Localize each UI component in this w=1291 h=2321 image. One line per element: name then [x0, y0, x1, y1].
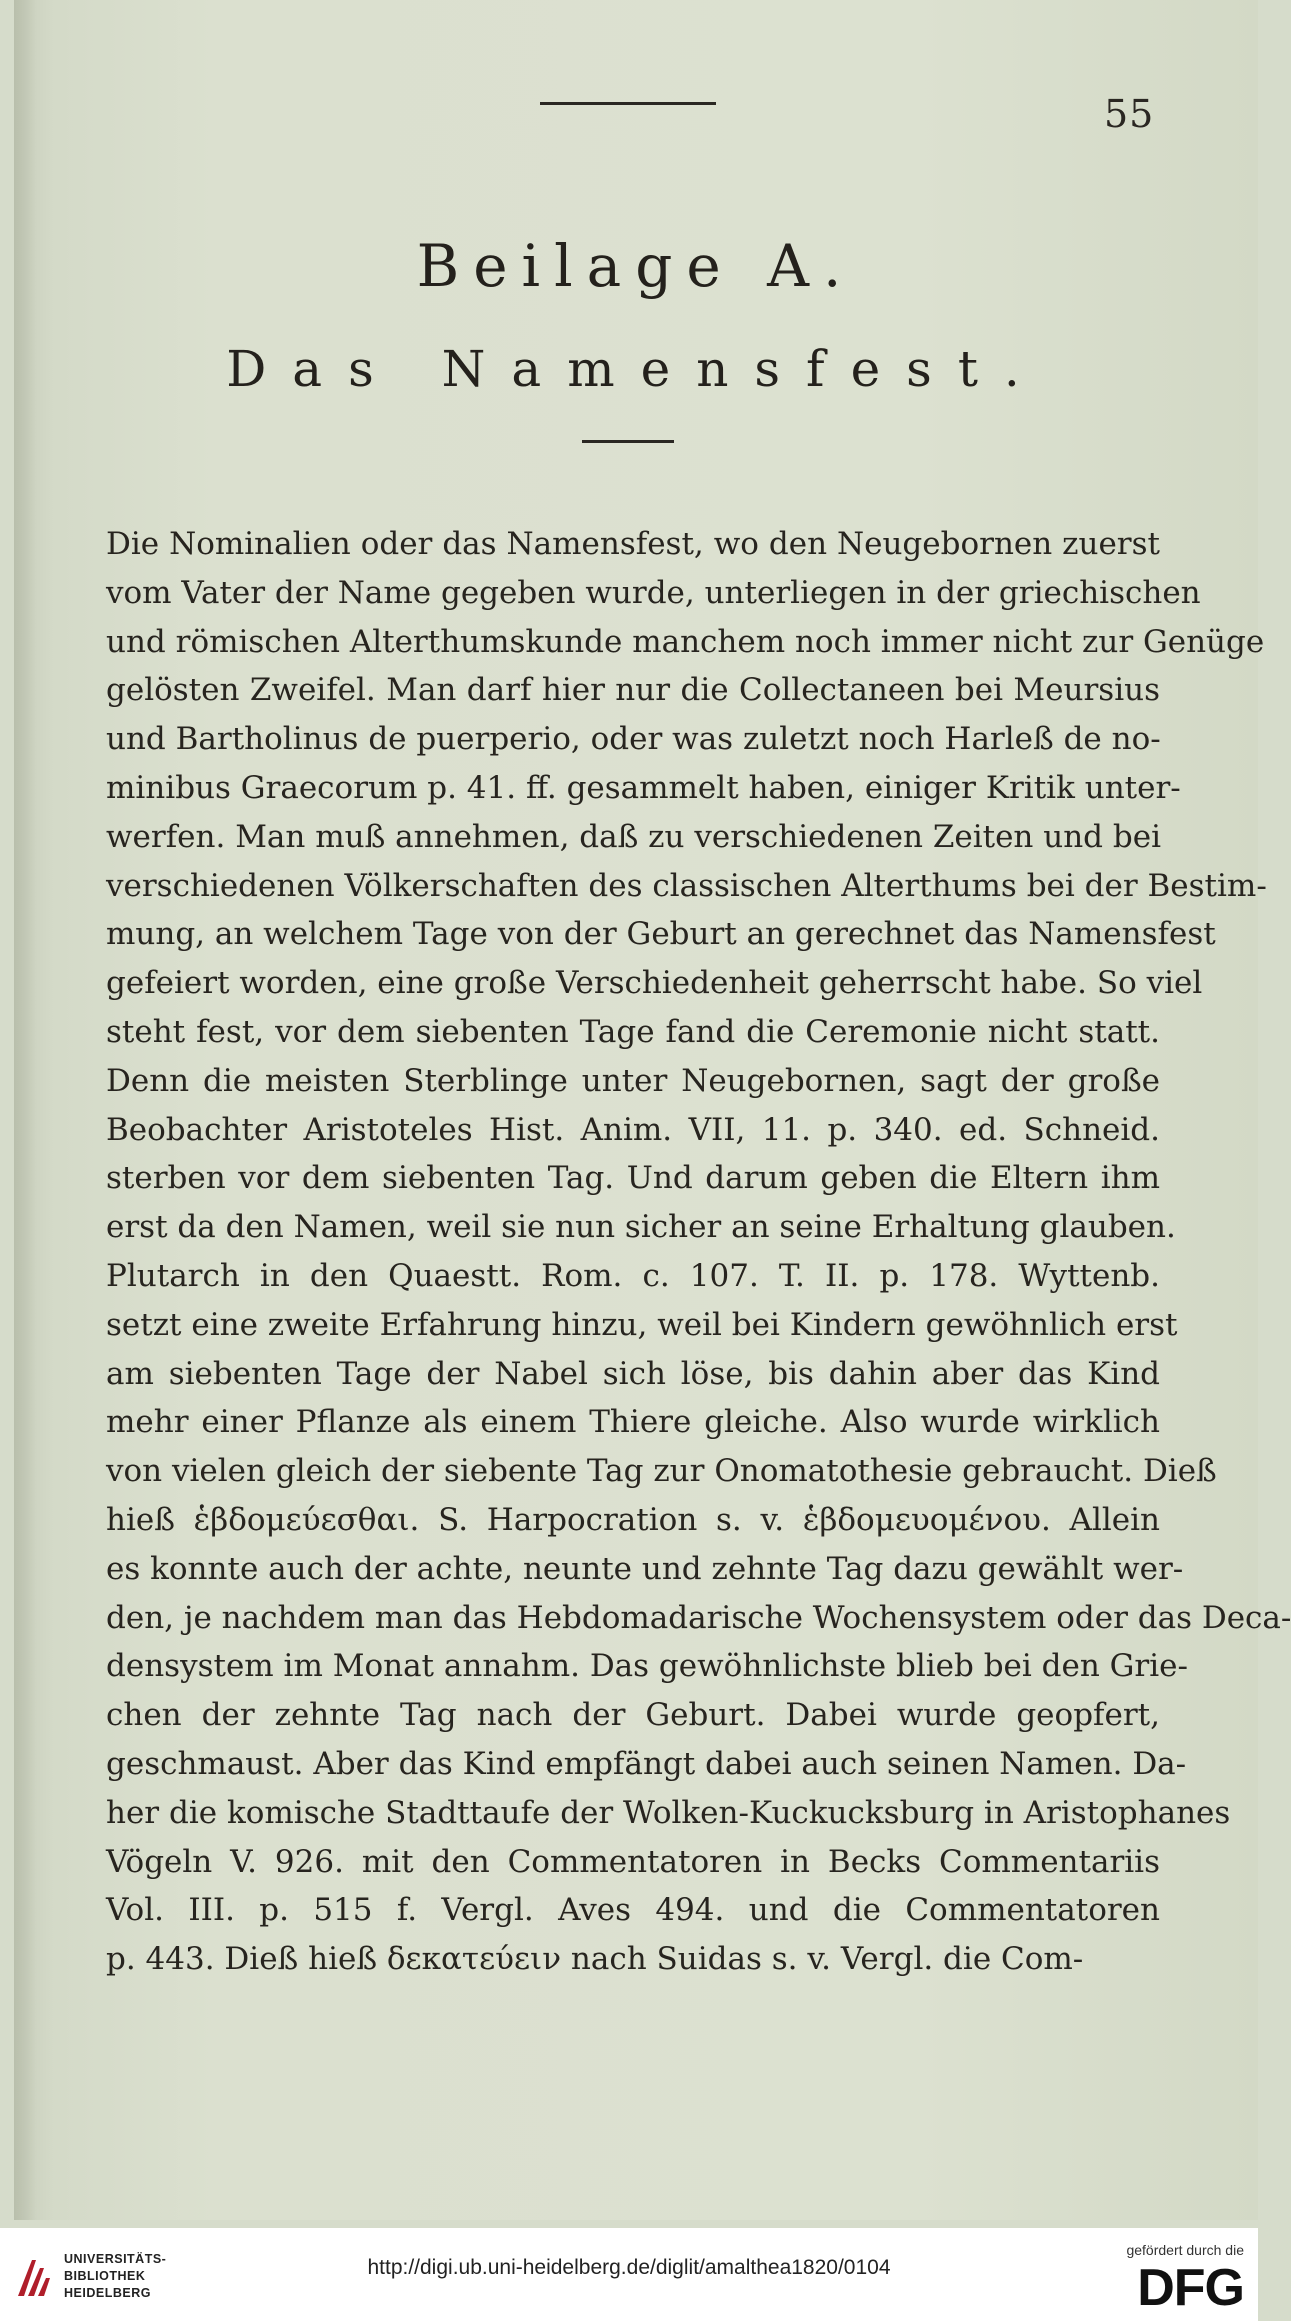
text-line: gelösten Zweifel. Man darf hier nur die Collectaneen bei Meursius [106, 672, 1160, 709]
section-subtitle: Das Namensfest. [226, 340, 1046, 398]
section-title: Beilage A. [416, 232, 856, 300]
text-line: densystem im Monat annahm. Das gewöhnlichste blieb bei den Grie- [106, 1648, 1188, 1685]
text-line: verschiedenen Völkerschaften des classischen Alterthums bei der Bestim- [106, 867, 1267, 904]
dfg-logo: DFG [1137, 2259, 1244, 2317]
permalink[interactable]: http://digi.ub.uni-heidelberg.de/diglit/amalthea1820/0104 [367, 2256, 891, 2279]
text-line: p. 443. Dieß hieß δεκατεύειν nach Suidas s. v. Vergl. die Com- [106, 1941, 1084, 1978]
text-line: mehr einer Pflanze als einem Thiere gleiche. Also wurde wirklich [106, 1404, 1160, 1441]
title-rule [582, 440, 674, 443]
text-line: minibus Graecorum p. 41. ff. gesammelt haben, einiger Kritik unter- [106, 769, 1181, 806]
header-rule [540, 102, 716, 105]
text-line: chen der zehnte Tag nach der Geburt. Dabei wurde geopfert, [106, 1697, 1160, 1734]
text-line: her die komische Stadttaufe der Wolken-Kuckucksburg in Aristophanes [106, 1794, 1231, 1831]
text-line: erst da den Namen, weil sie nun sicher an seine Erhaltung glauben. [106, 1209, 1176, 1246]
text-line: es konnte auch der achte, neunte und zehnte Tag dazu gewählt wer- [106, 1550, 1184, 1587]
text-line: gefeiert worden, eine große Verschiedenheit geherrscht habe. So viel [106, 965, 1203, 1002]
text-line: am siebenten Tage der Nabel sich löse, bis dahin aber das Kind [106, 1355, 1160, 1392]
text-line: den, je nachdem man das Hebdomadarische Wochensystem oder das Deca- [106, 1599, 1291, 1636]
text-line: vom Vater der Name gegeben wurde, unterliegen in der griechischen [106, 574, 1201, 611]
text-line: hieß ἑβδομεύεσθαι. S. Harpocration s. v. ἑβδομευομένου. Allein [106, 1501, 1160, 1538]
text-line: und römischen Alterthumskunde manchem noch immer nicht zur Genüge [106, 623, 1265, 660]
text-line: von vielen gleich der siebente Tag zur Onomatothesie gebraucht. Dieß [106, 1453, 1217, 1490]
text-line: mung, an welchem Tage von der Geburt an gerechnet das Namensfest [106, 916, 1216, 953]
text-line: Die Nominalien oder das Namensfest, wo den Neugebornen zuerst [106, 526, 1160, 562]
viewer-footer [0, 2228, 1258, 2321]
text-line: werfen. Man muß annehmen, daß zu verschiedenen Zeiten und bei [106, 818, 1161, 855]
text-line: Plutarch in den Quaestt. Rom. c. 107. T. II. p. 178. Wyttenb. [106, 1257, 1160, 1294]
scanned-page [14, 0, 1291, 2220]
text-line: sterben vor dem siebenten Tag. Und darum geben die Eltern ihm [106, 1160, 1160, 1197]
text-line: setzt eine zweite Erfahrung hinzu, weil bei Kindern gewöhnlich erst [106, 1306, 1178, 1343]
text-line: steht fest, vor dem siebenten Tage fand die Ceremonie nicht statt. [106, 1013, 1160, 1050]
body-text [106, 520, 1291, 1984]
text-line: Vögeln V. 926. mit den Commentatoren in Becks Commentariis [106, 1843, 1160, 1880]
text-line: und Bartholinus de puerperio, oder was zuletzt noch Harleß de no- [106, 721, 1161, 758]
library-name: UNIVERSITÄTS- BIBLIOTHEK HEIDELBERG [64, 2252, 167, 2300]
text-line: Vol. III. p. 515 f. Vergl. Aves 494. und die Commentatoren [106, 1892, 1160, 1929]
text-line: Beobachter Aristoteles Hist. Anim. VII, 11. p. 340. ed. Schneid. [106, 1111, 1160, 1148]
funded-by-label: gefördert durch die [1126, 2242, 1244, 2258]
text-line: Denn die meisten Sterblinge unter Neugebornen, sagt der große [106, 1062, 1160, 1099]
text-line: geschmaust. Aber das Kind empfängt dabei auch seinen Namen. Da- [106, 1745, 1187, 1782]
page-number: 55 [1104, 92, 1155, 136]
